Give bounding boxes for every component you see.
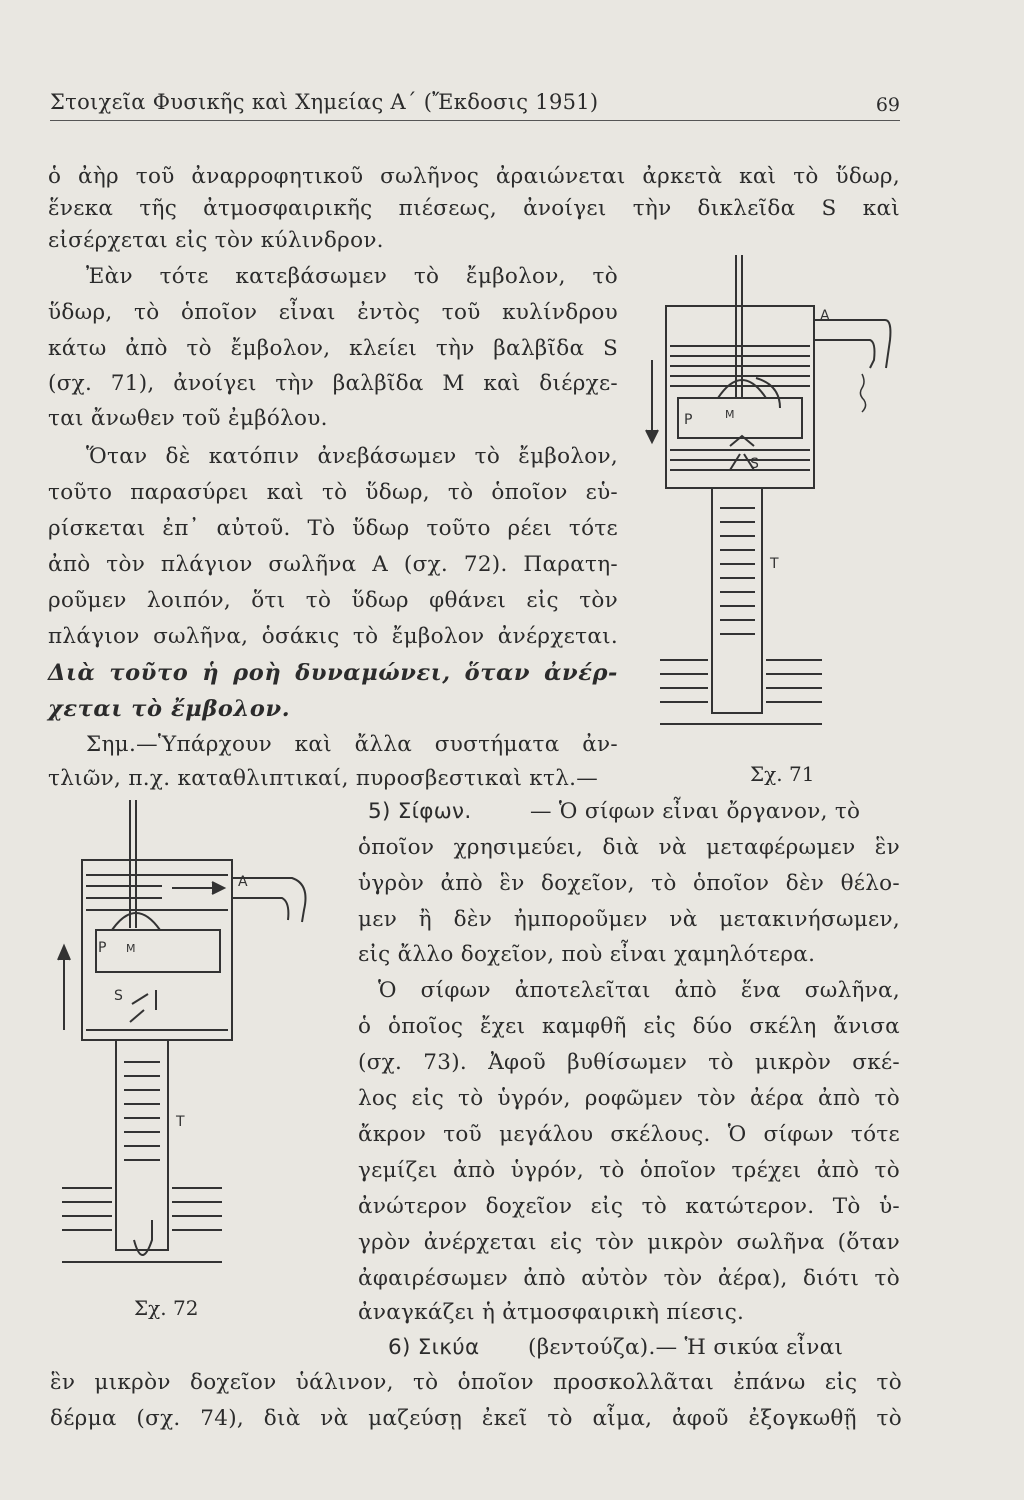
text-line: (βεντούζα).— Ἡ σικύα εἶναι [528, 1335, 844, 1360]
text-line: κάτω ἀπὸ τὸ ἔμβολον, κλείει τὴν βαλβῖδα S [48, 336, 618, 361]
pump-diagram-72 [52, 800, 342, 1280]
text-line: δέρμα (σχ. 74), διὰ νὰ μαζεύσῃ ἐκεῖ τὸ αἷμα, ἀφοῦ ἐξογκωθῇ τὸ [50, 1406, 902, 1431]
section-title: 5) Σίφων. [368, 799, 472, 824]
text-line: Ὅταν δὲ κατόπιν ἀνεβάσωμεν τὸ ἔμβολον, [86, 444, 618, 469]
text-line: ὁποῖον χρησιμεύει, διὰ νὰ μεταφέρωμεν ἓν [358, 835, 900, 860]
text-line: (σχ. 71), ἀνοίγει τὴν βαλβῖδα Μ καὶ διέρχε- [48, 371, 618, 396]
text-line: ὁ ἀὴρ τοῦ ἀναρροφητικοῦ σωλῆνος ἀραιώνεται ἀρκετὰ καὶ τὸ ὕδωρ, [48, 164, 900, 189]
section-heading-siphon [368, 797, 472, 827]
text-line: (σχ. 73). Ἀφοῦ βυθίσωμεν τὸ μικρὸν σκέ- [358, 1050, 900, 1075]
text-line: τοῦτο παρασύρει καὶ τὸ ὕδωρ, τὸ ὁποῖον εὑ- [48, 480, 618, 505]
figure-72 [52, 800, 342, 1280]
emphasis-line: χεται τὸ ἔμβολον. [48, 696, 291, 722]
text-line: ὁ ὁποῖος ἔχει καμφθῆ εἰς δύο σκέλη ἄνισα [358, 1014, 900, 1039]
text-line: πλάγιον σωλῆνα, ὁσάκις τὸ ἔμβολον ἀνέρχεται. [48, 624, 618, 649]
text-line: ἀνώτερον δοχεῖον εἰς τὸ κατώτερον. Τὸ ὑ- [358, 1194, 900, 1219]
text-line: ἀφαιρέσωμεν ἀπὸ αὐτὸν τὸν ἀέρα), διότι τὸ [358, 1266, 900, 1291]
header-rule [50, 120, 900, 121]
emphasis-line: Διὰ τοῦτο ἡ ροὴ δυναμώνει, ὅταν ἀνέρ- [48, 660, 618, 686]
text-line: εἰσέρχεται εἰς τὸν κύλινδρον. [48, 228, 384, 253]
label-t: T [770, 556, 779, 572]
pump-diagram-71 [630, 250, 905, 750]
text-line: ἀπὸ τὸν πλάγιον σωλῆνα Α (σχ. 72). Παρατη- [48, 552, 618, 577]
figure-71-caption: Σχ. 71 [750, 762, 815, 786]
note-line: τλιῶν, π.χ. καταθλιπτικαί, πυροσβεστικαὶ κτλ.— [48, 766, 599, 791]
text-line: ται ἄνωθεν τοῦ ἐμβόλου. [48, 406, 328, 431]
label-s: S [114, 988, 123, 1004]
label-p: P [98, 940, 107, 956]
text-line: Ἐὰν τότε κατεβάσωμεν τὸ ἔμβολον, τὸ [86, 264, 618, 289]
label-p: P [684, 412, 693, 428]
text-line: ροῦμεν λοιπόν, ὅτι τὸ ὕδωρ φθάνει εἰς τὸν [48, 588, 618, 613]
text-line: ἓν μικρὸν δοχεῖον ὑάλινον, τὸ ὁποῖον προσκολλᾶται ἐπάνω εἰς τὸ [50, 1370, 902, 1395]
label-m: M [126, 942, 136, 955]
section-heading-cupping [388, 1333, 479, 1363]
label-a: A [238, 874, 248, 890]
text-line: ρίσκεται ἐπ᾽ αὐτοῦ. Τὸ ὕδωρ τοῦτο ρέει τότε [48, 516, 618, 541]
text-line: λος εἰς τὸ ὑγρόν, ροφῶμεν τὸν ἀέρα ἀπὸ τὸ [358, 1086, 900, 1111]
text-line: ἕνεκα τῆς ἀτμοσφαιρικῆς πιέσεως, ἀνοίγει τὴν δικλεῖδα S καὶ [48, 196, 900, 221]
label-s: S [750, 456, 759, 472]
figure-71 [630, 250, 905, 750]
label-a: A [820, 308, 830, 324]
label-m: M [725, 408, 735, 421]
page-number: 69 [875, 94, 900, 116]
text-line: ἀναγκάζει ἡ ἀτμοσφαιρικὴ πίεσις. [358, 1300, 745, 1325]
text-line: εἰς ἄλλο δοχεῖον, ποὺ εἶναι χαμηλότερα. [358, 942, 816, 967]
running-title: Στοιχεῖα Φυσικῆς καὶ Χημείας Α΄ (Ἔκδοσις 1951) [50, 90, 599, 114]
text-line: Ὁ σίφων ἀποτελεῖται ἀπὸ ἕνα σωλῆνα, [378, 978, 900, 1003]
note-line: Σημ.—Ὑπάρχουν καὶ ἄλλα συστήματα ἀν- [86, 732, 618, 757]
figure-72-caption: Σχ. 72 [134, 1296, 199, 1320]
text-line: γρὸν ἀνέρχεται εἰς τὸν μικρὸν σωλῆνα (ὅταν [358, 1230, 900, 1255]
text-line: — Ὁ σίφων εἶναι ὄργανον, τὸ [530, 799, 861, 824]
text-line: ὑγρὸν ἀπὸ ἓν δοχεῖον, τὸ ὁποῖον δὲν θέλο- [358, 871, 900, 896]
label-t: T [176, 1114, 185, 1130]
text-line: ὕδωρ, τὸ ὁποῖον εἶναι ἐντὸς τοῦ κυλίνδρου [48, 300, 618, 325]
text-line: γεμίζει ἀπὸ ὑγρόν, τὸ ὁποῖον τρέχει ἀπὸ τὸ [358, 1158, 900, 1183]
text-line: ἄκρον τοῦ μεγάλου σκέλους. Ὁ σίφων τότε [358, 1122, 900, 1147]
section-title: 6) Σικύα [388, 1335, 480, 1360]
text-line: μεν ἢ δὲν ἠμποροῦμεν νὰ μετακινήσωμεν, [358, 907, 900, 932]
page-header [50, 90, 900, 124]
